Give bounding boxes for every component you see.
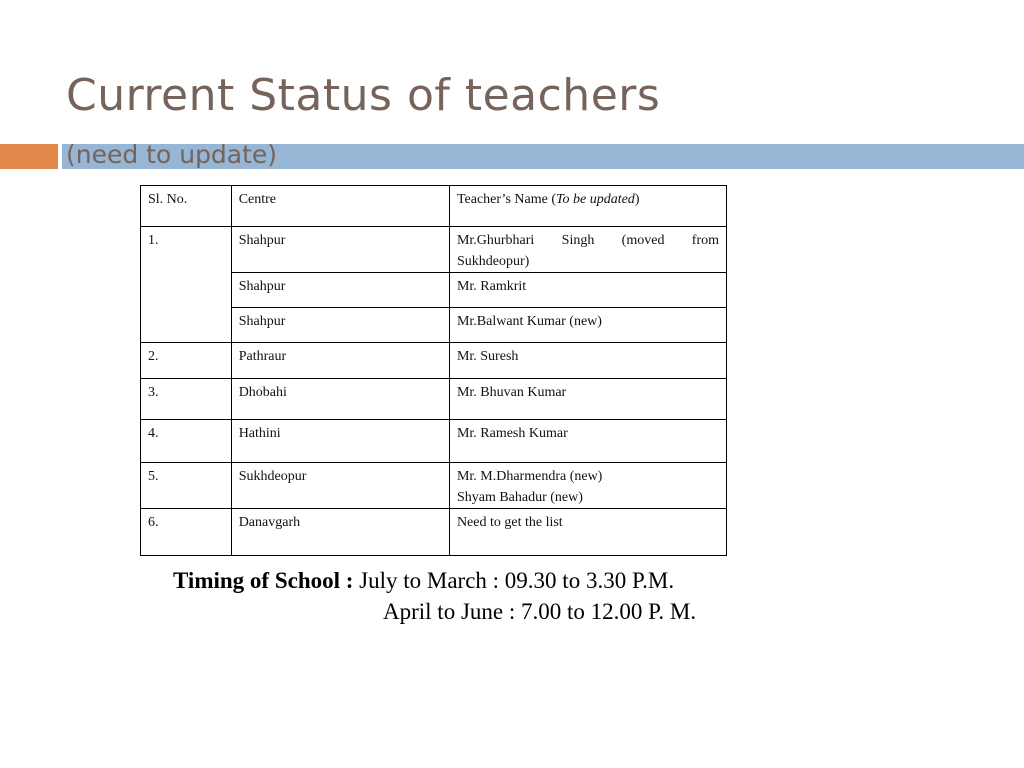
cell-teacher: Need to get the list xyxy=(449,509,726,556)
cell-teacher: Mr. Ramkrit xyxy=(449,273,726,308)
cell-teacher: Mr. Ramesh Kumar xyxy=(449,420,726,463)
cell-centre: Shahpur xyxy=(231,227,449,273)
cell-sl: 1. xyxy=(141,227,232,343)
slide-subtitle: (need to update) xyxy=(66,140,278,169)
header-teacher-italic: To be updated xyxy=(555,192,635,207)
cell-sl: 6. xyxy=(141,509,232,556)
header-teacher-suffix: ) xyxy=(634,192,640,207)
table-row xyxy=(141,420,727,463)
cell-sl: 5. xyxy=(141,463,232,509)
cell-centre: Shahpur xyxy=(231,273,449,308)
table-row xyxy=(141,343,727,379)
table-row xyxy=(141,227,727,273)
cell-centre: Shahpur xyxy=(231,308,449,343)
timing-line-1-text: July to March : 09.30 to 3.30 P.M. xyxy=(353,568,675,593)
header-centre: Centre xyxy=(231,186,449,227)
cell-teacher-line2: Shyam Bahadur (new) xyxy=(456,490,583,505)
table-row xyxy=(141,379,727,420)
cell-sl: 2. xyxy=(141,343,232,379)
accent-bar-orange xyxy=(0,144,58,169)
timing-line-1 xyxy=(173,565,696,596)
teachers-table xyxy=(140,185,727,556)
cell-sl: 3. xyxy=(141,379,232,420)
cell-teacher: Mr.Balwant Kumar (new) xyxy=(449,308,726,343)
cell-teacher: Mr. Bhuvan Kumar xyxy=(449,379,726,420)
table-row xyxy=(141,509,727,556)
cell-centre: Sukhdeopur xyxy=(231,463,449,509)
header-teacher-name xyxy=(449,186,726,227)
table-row xyxy=(141,463,727,509)
cell-sl: 4. xyxy=(141,420,232,463)
header-teacher-prefix: Teacher’s Name ( xyxy=(456,192,556,207)
slide-title: Current Status of teachers xyxy=(66,70,661,121)
cell-centre: Dhobahi xyxy=(231,379,449,420)
cell-teacher: Mr.Ghurbhari Singh (moved from Sukhdeopur) xyxy=(449,227,726,273)
cell-centre: Pathraur xyxy=(231,343,449,379)
cell-teacher-line1: Mr. M.Dharmendra (new) xyxy=(456,469,603,484)
table-header-row xyxy=(141,186,727,227)
header-sl-no: Sl. No. xyxy=(141,186,232,227)
cell-teacher xyxy=(449,463,726,509)
school-timing xyxy=(173,565,696,627)
cell-teacher: Mr. Suresh xyxy=(449,343,726,379)
timing-label: Timing of School : xyxy=(173,568,354,593)
cell-centre: Hathini xyxy=(231,420,449,463)
cell-centre: Danavgarh xyxy=(231,509,449,556)
timing-line-2: April to June : 7.00 to 12.00 P. M. xyxy=(383,599,697,624)
